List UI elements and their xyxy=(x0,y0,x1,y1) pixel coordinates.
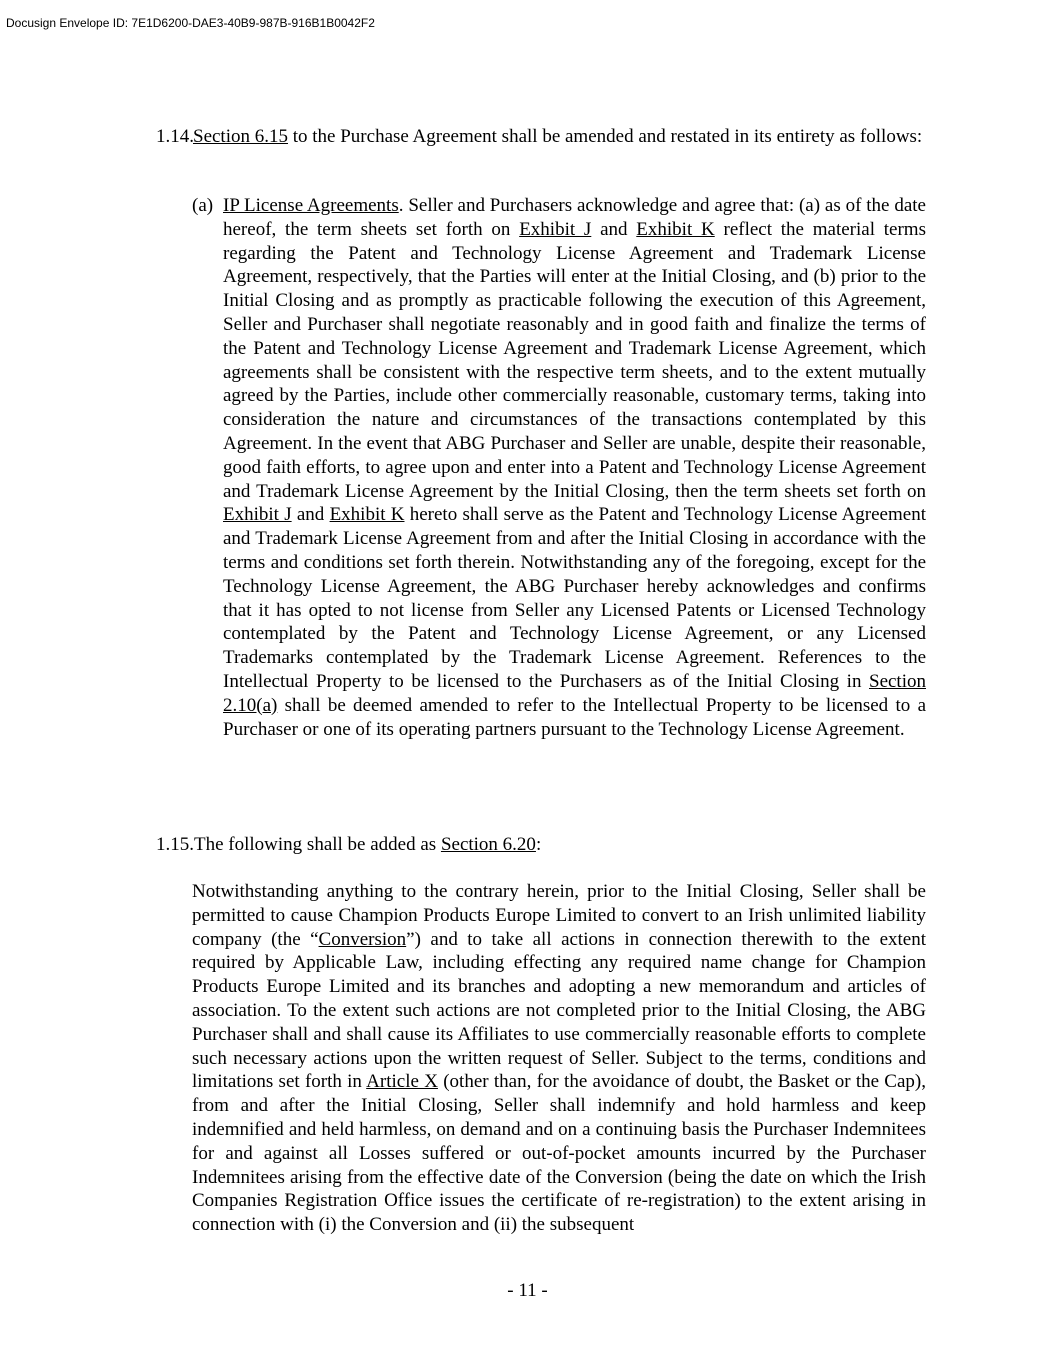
para-a-text-5: hereto shall serve as the Patent and Technology License Agreement and Trademark License Agreement from and after the Initial Closing in accordance with the terms and conditions set forth therein. Notwithstanding any of the foregoing, except for the Technology License Agreement, the ABG Purchaser hereby acknowledges and confirms that it has opted to not license from Seller any Licensed Patents or Licensed Technology contemplated by the Patent and Technology License Agreement, or any Licensed Trademarks contemplated by the Trademark License Agreement. References to the Intellectual Property to be licensed to the Purchasers as of the Initial Closing in xyxy=(223,504,926,692)
section-6-20-link[interactable]: Section 6.20 xyxy=(440,834,536,855)
section-number: 1.14. xyxy=(156,126,194,147)
section-2-10a-link[interactable]: Section 2.10(a) xyxy=(223,670,926,716)
article-x-link[interactable]: Article X xyxy=(366,1071,438,1093)
section-6-15-link[interactable]: Section 6.15 xyxy=(193,126,288,147)
para-a-text-6: shall be deemed amended to refer to the Intellectual Property to be licensed to a Purchaser or one of its operating partners pursuant to the Technology License Agreement. xyxy=(223,694,926,740)
section-1-15-paragraph xyxy=(192,880,926,1237)
exhibit-j-link[interactable]: Exhibit J xyxy=(519,218,592,240)
conversion-term: Conversion xyxy=(318,928,407,950)
section-1-14-rest: to the Purchase Agreement shall be amended and restated in its entirety as follows: xyxy=(288,126,923,147)
section-1-15-heading xyxy=(156,833,926,857)
para-115-text-3: (other than, for the avoidance of doubt, the Basket or the Cap), from and after the Initial Closing, Seller shall indemnify and hold harmless and keep indemnified and held harmless, on demand and on a continuing basis the Purchaser Indemnitees for and against all Losses suffered or out-of-pocket amounts incurred by the Purchaser Indemnitees arising from the effective date of the Conversion (being the date on which the Irish Companies Registration Office issues the certificate of re-registration) to the extent arising in connection with (i) the Conversion and (ii) the subsequent xyxy=(192,1071,926,1236)
exhibit-k-link[interactable]: Exhibit K xyxy=(636,218,715,240)
docusign-envelope-id: Docusign Envelope ID: 7E1D6200-DAE3-40B9-987B-916B1B0042F2 xyxy=(6,16,375,30)
para-115-text-1: Notwithstanding anything to the contrary herein, prior to the Initial Closing, Seller shall be permitted to cause Champion Products Europe Limited to convert to an Irish unlimited liability company (the “ xyxy=(192,881,926,950)
para-a-text-4: and xyxy=(291,504,330,526)
section-1-14-heading xyxy=(156,125,926,149)
para-a-text-3: reflect the material terms regarding the Patent and Technology License Agreement and Trademark License Agreement, respectively, that the Parties will enter at the Initial Closing, and (b) prior to the Initial Closing and as promptly as practicable following the execution of this Agreement, Seller and Purchaser shall negotiate reasonably and in good faith and finalize the terms of the Patent and Technology License Agreement and Trademark License Agreement, which agreements shall be consistent with the respective term sheets, and to the extent mutually agreed by the Parties, include other commercially reasonable, customary terms, taking into consideration the nature and circumstances of the transactions contemplated by this Agreement. In the event that ABG Purchaser and Seller are unable, despite their reasonable, good faith efforts, to agree upon and enter into a Patent and Technology License Agreement and Trademark License Agreement by the Initial Closing, then the term sheets set forth on xyxy=(223,218,926,502)
paragraph-a-label: (a) xyxy=(192,195,214,216)
page-number: - 11 - xyxy=(507,1280,548,1301)
exhibit-j-link[interactable]: Exhibit J xyxy=(223,504,292,526)
paragraph-a xyxy=(192,194,926,741)
para-115-text-2: ”) and to take all actions in connection therewith to the extent required by Applicable Law, including effecting any required name change for Champion Products Europe Limited and its branches and adopting a new memorandum and articles of association. To the extent such actions are not completed prior to the Initial Closing, the ABG Purchaser shall and shall cause its Affiliates to use commercially reasonable efforts to complete such necessary actions upon the written request of Seller. Subject to the terms, conditions and limitations set forth in xyxy=(192,928,926,1093)
section-1-15-intro: The following shall be added as xyxy=(194,834,441,855)
para-a-text-2: and xyxy=(591,218,637,240)
ip-license-agreements-title: IP License Agreements xyxy=(223,195,399,216)
section-1-14-text xyxy=(193,125,926,149)
para-a-text-1: . Seller and Purchasers acknowledge and agree that: (a) as of the date hereof, the term sheets set forth on xyxy=(223,195,926,240)
colon: : xyxy=(535,834,542,855)
section-number: 1.15. xyxy=(156,834,194,855)
exhibit-k-link[interactable]: Exhibit K xyxy=(329,504,405,526)
paragraph-a-text xyxy=(223,194,926,741)
